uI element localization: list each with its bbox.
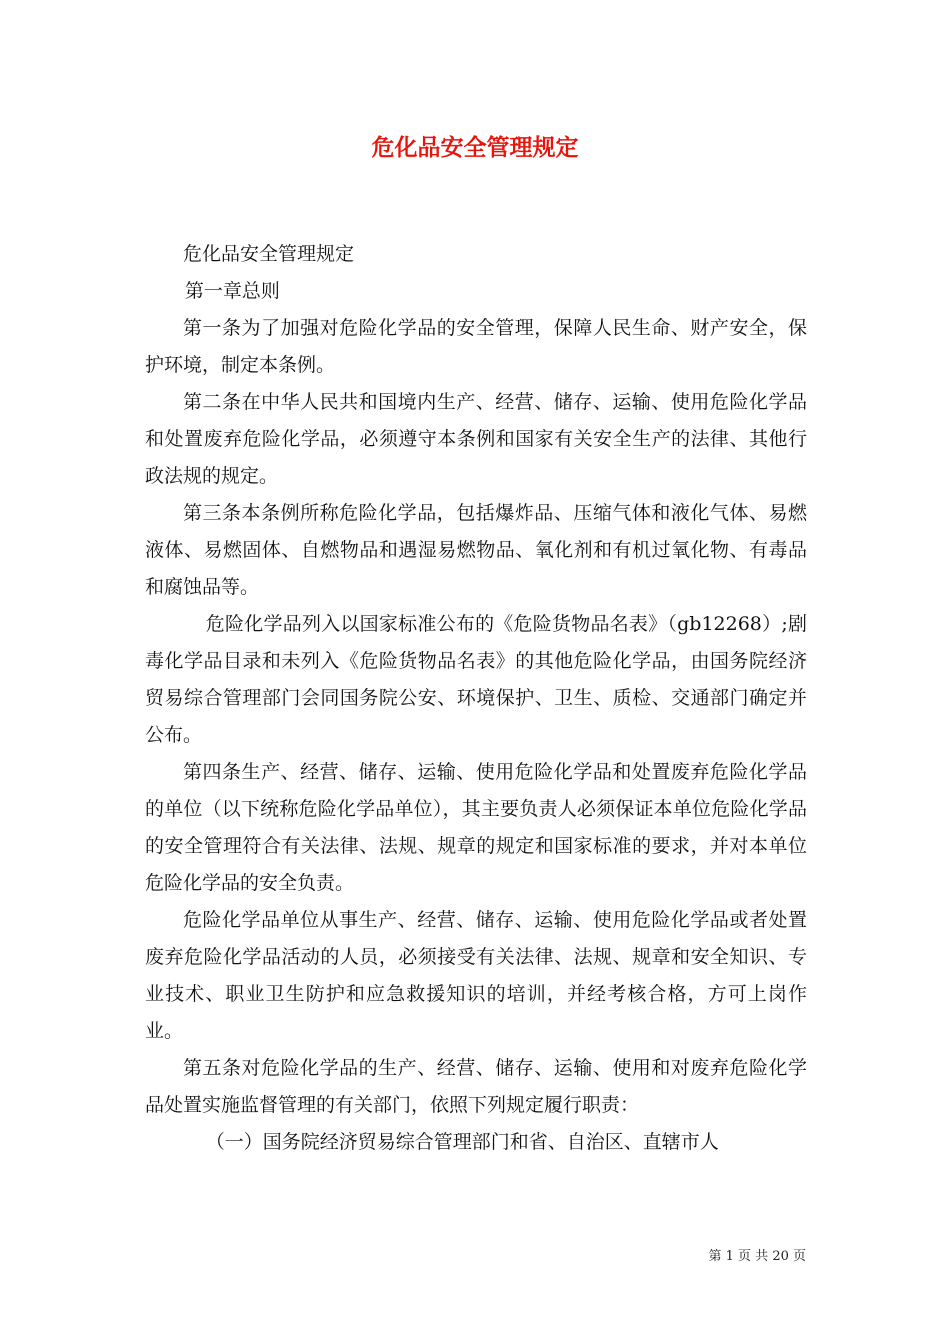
paragraph-heading: 危化品安全管理规定 [183, 243, 355, 265]
document-body [145, 236, 807, 1161]
paragraph-article-2: 第二条在中华人民共和国境内生产、经营、储存、运输、使用危险化学品和处置废弃危险化学品，必须遵守本条例和国家有关安全生产的法律、其他行政法规的规定。 [145, 391, 807, 487]
paragraph-article-4-detail: 危险化学品单位从事生产、经营、储存、运输、使用危险化学品或者处置废弃危险化学品活动的人员，必须接受有关法律、法规、规章和安全知识、专业技术、职业卫生防护和应急救援知识的培训，并经考核合格，方可上岗作业。 [145, 909, 807, 1042]
paragraph-chapter: 第一章总则 [184, 280, 280, 302]
paragraph-article-4: 第四条生产、经营、储存、运输、使用危险化学品和处置废弃危险化学品的单位（以下统称危险化学品单位），其主要负责人必须保证本单位危险化学品的安全管理符合有关法律、法规、规章的规定和国家标准的要求，并对本单位危险化学品的安全负责。 [145, 761, 807, 894]
paragraph-article-3: 第三条本条例所称危险化学品，包括爆炸品、压缩气体和液化气体、易燃液体、易燃固体、自燃物品和遇湿易燃物品、氧化剂和有机过氧化物、有毒品和腐蚀品等。 [145, 502, 807, 598]
page-title: 危化品安全管理规定 [371, 134, 579, 161]
page-number: 第 1 页 共 20 页 [708, 1249, 806, 1264]
paragraph-article-3-detail: 危险化学品列入以国家标准公布的《危险货物品名表》（gb12268）;剧毒化学品目录和未列入《危险货物品名表》的其他危险化学品，由国务院经济贸易综合管理部门会同国务院公安、环境保护、卫生、质检、交通部门确定并公布。 [145, 613, 807, 746]
paragraph-article-5-item-1: （一）国务院经济贸易综合管理部门和省、自治区、直辖市人 [205, 1131, 719, 1153]
paragraph-article-5: 第五条对危险化学品的生产、经营、储存、运输、使用和对废弃危险化学品处置实施监督管理的有关部门，依照下列规定履行职责： [145, 1057, 807, 1116]
paragraph-article-1: 第一条为了加强对危险化学品的安全管理，保障人民生命、财产安全，保护环境，制定本条例。 [145, 317, 807, 376]
